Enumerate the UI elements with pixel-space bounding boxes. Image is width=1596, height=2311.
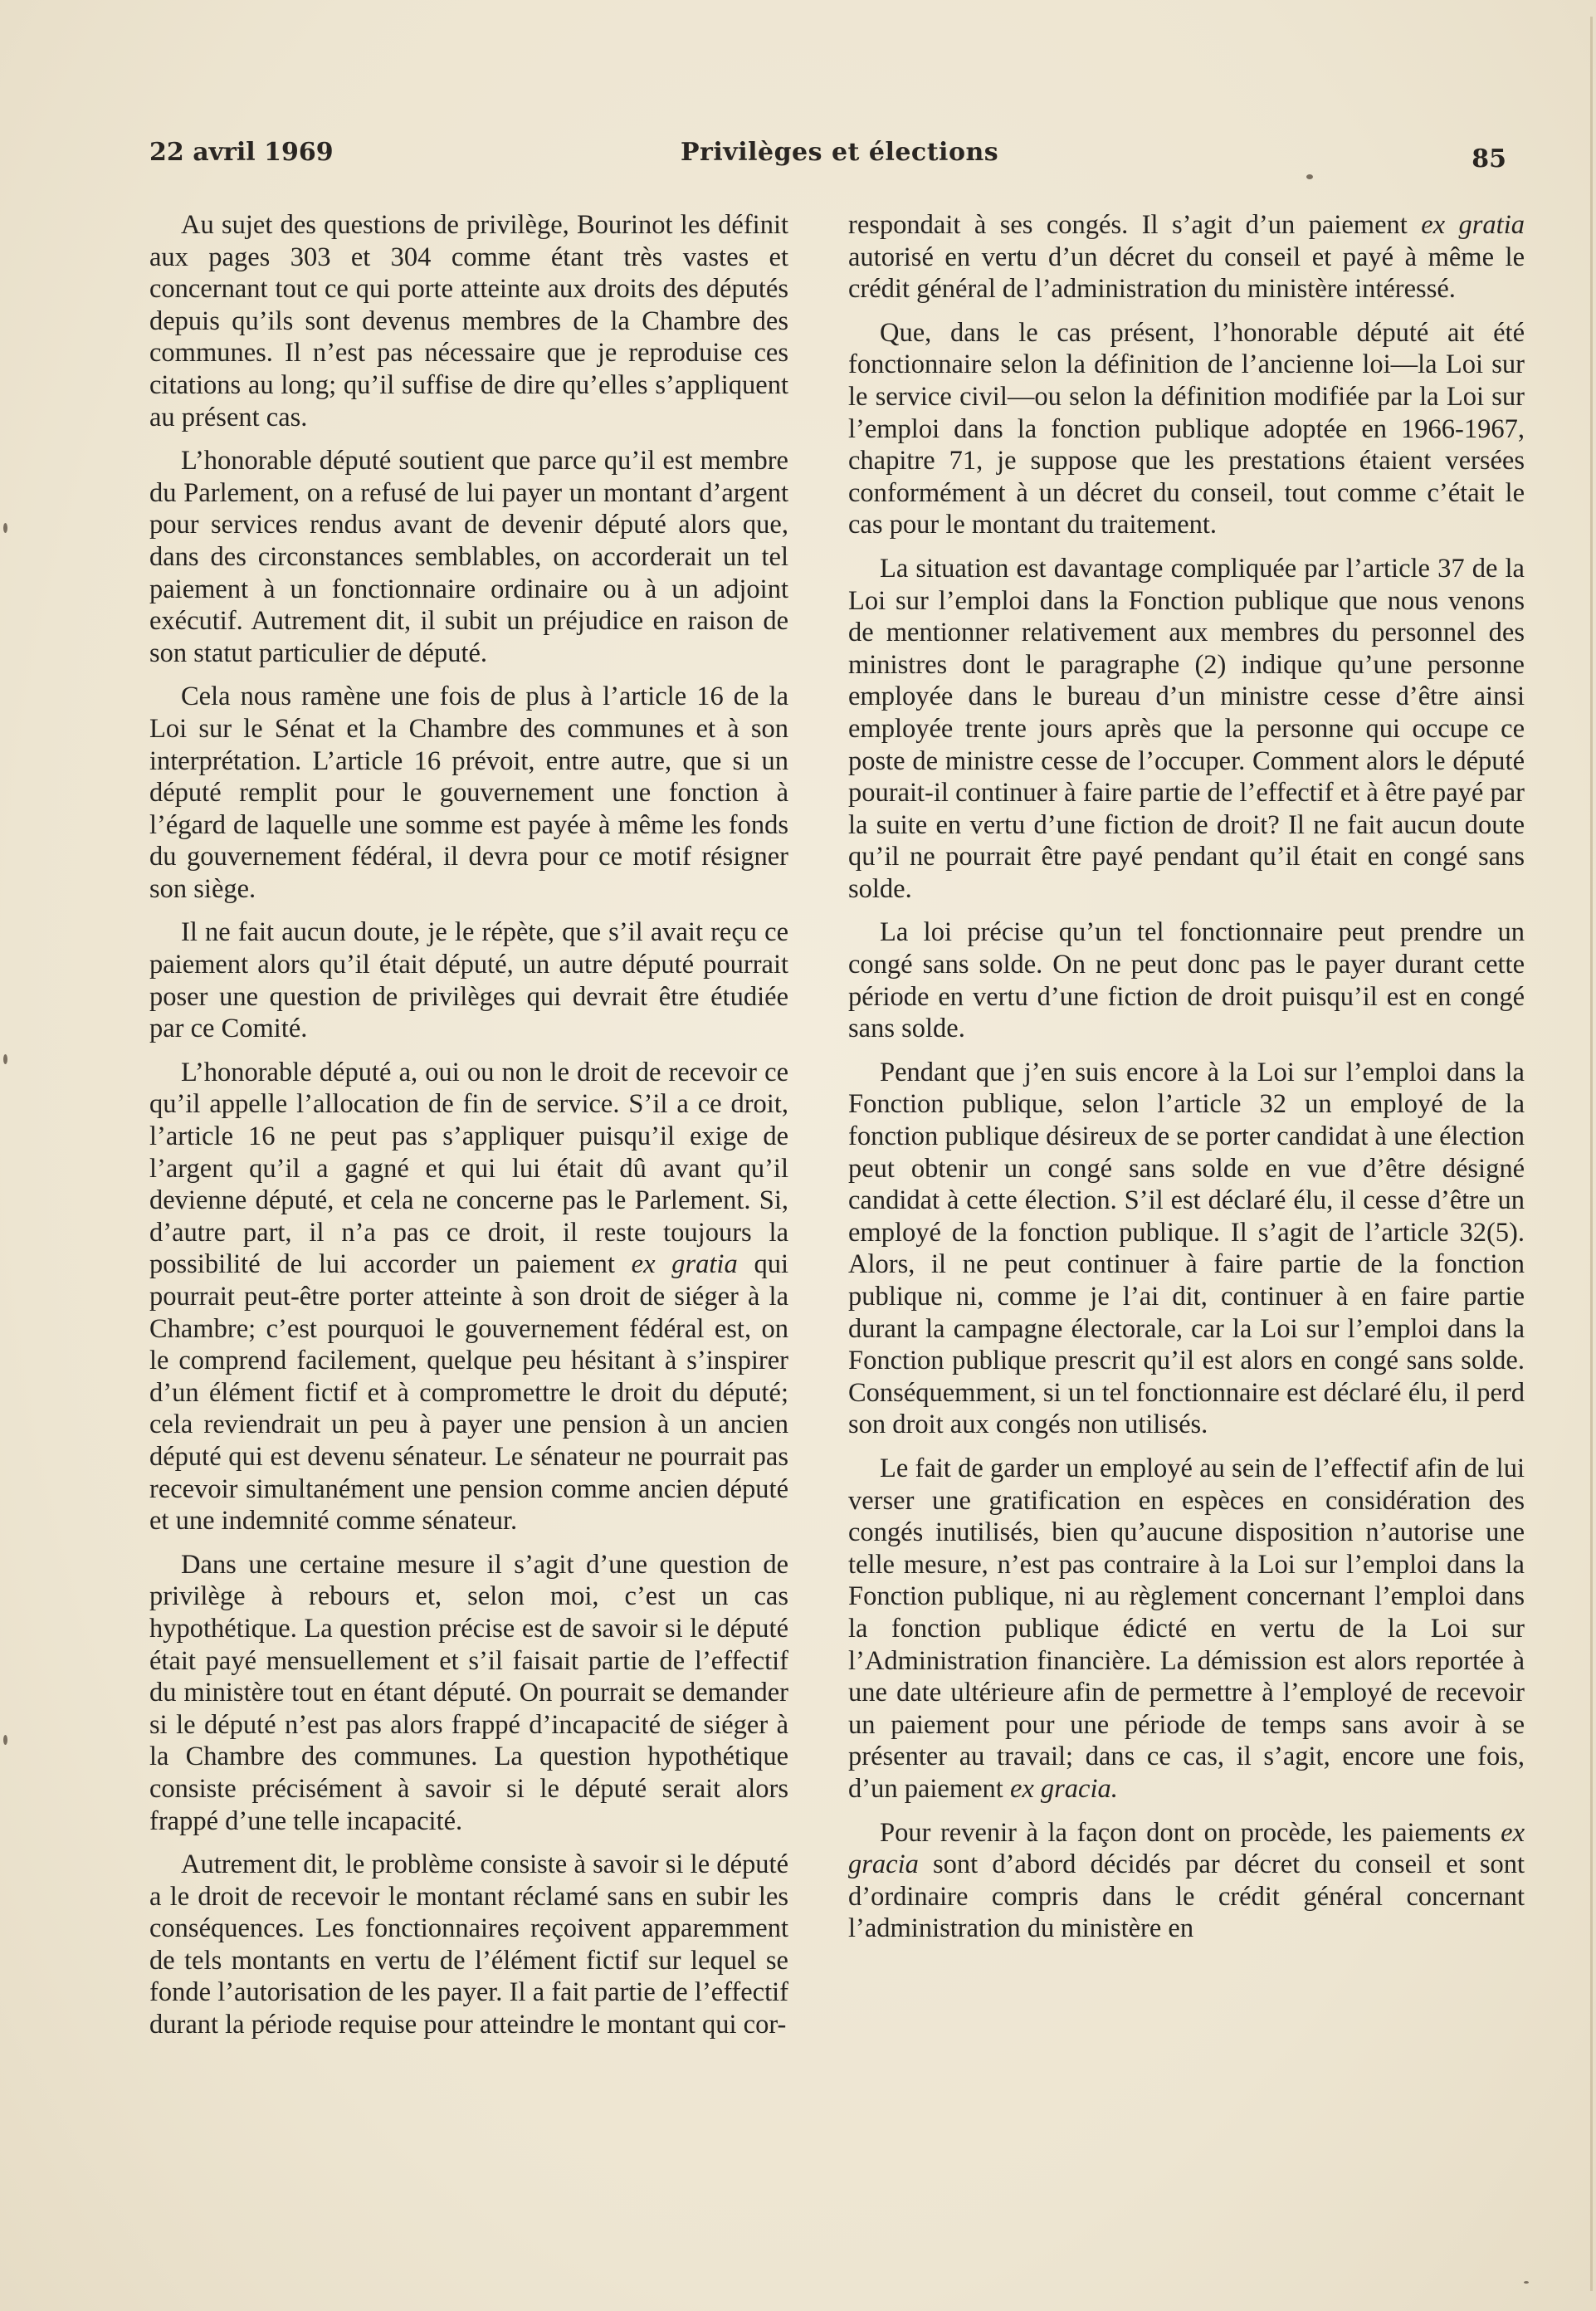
scan-speck: [1524, 2281, 1529, 2284]
running-header: [149, 133, 1506, 183]
header-date: 22 avril 1969: [149, 138, 334, 167]
paragraph: Au sujet des questions de privilège, Bourinot les définit aux pages 303 et 304 comme étant très vastes et concernant tout ce qui porte atteinte aux droits des députés depuis qu’ils sont devenus membres de la Chambre des communes. Il n’est pas nécessaire que je reproduise ces citations au long; qu’il suffise de dire qu’elles s’appliquent au présent cas.: [149, 210, 788, 432]
paragraph: Pendant que j’en suis encore à la Loi sur l’emploi dans la Fonction publique, selon l’article 32 un employé de la fonction publique désireux de se porter candidat à une élection peut obtenir un congé sans solde en vue d’être désigné candidat à cette élection. S’il est déclaré élu, il cesse d’être un employé de la fonction publique. Il s’agit de l’article 32(5). Alors, il ne peut continuer à faire partie de la fonction publique ni, comme je l’ai dit, continuer à en faire partie durant la campagne électorale, car la Loi sur l’emploi dans la Fonction publique prescrit qu’il est alors en congé sans solde. Conséquemment, si un tel fonctionnaire est déclaré élu, il perd son droit aux congés non utilisés.: [848, 1057, 1525, 1440]
italic-term: ex gratia: [1421, 210, 1525, 240]
text-run: L’honorable député a, oui ou non le droit de recevoir ce qu’il appelle l’allocation de fin de service. S’il a ce droit, l’article 16 ne peut pas s’appliquer puisqu’il exige de l’argent qu’il a gagné et qui lui était dû avant qu’il devienne député, et cela ne concerne pas le Parlement. Si, d’autre part, il n’a pas ce droit, il reste toujours la possibilité de lui accorder un paiement: [149, 1057, 788, 1280]
text-run: autorisé en vertu d’un décret du conseil et payé à même le crédit général de l’administration du ministère intéressé.: [848, 242, 1525, 305]
paragraph: La situation est davantage compliquée par l’article 37 de la Loi sur l’emploi dans la Fonction publique que nous venons de mentionner relativement aux membres du personnel des ministres dont le paragraphe (2) indique qu’une personne employée dans le bureau d’un ministre cesse d’être ainsi employée trente jours après que la personne qui occupe ce poste de ministre cesse de l’occuper. Comment alors le député pourait-il continuer à faire partie de l’effectif et à être payé par la suite en vertu d’une fiction de droit? Il ne fait aucun doute qu’il ne pourrait être payé pendant qu’il était en congé sans solde.: [848, 553, 1525, 904]
scan-speck: [1306, 174, 1313, 179]
italic-term: ex gracia: [848, 1817, 1525, 1880]
paragraph: Il ne fait aucun doute, je le répète, que s’il avait reçu ce paiement alors qu’il était député, un autre député pourrait poser une question de privilèges qui devrait être étudiée par ce Comité.: [149, 917, 788, 1044]
italic-term: ex gratia: [631, 1249, 738, 1280]
paragraph: [848, 1817, 1525, 1945]
text-run: Pour revenir à la façon dont on procède, les paiements: [880, 1817, 1501, 1848]
left-column: [149, 209, 788, 2041]
paragraph: L’honorable député soutient que parce qu’il est membre du Parlement, on a refusé de lui payer un montant d’argent pour services rendus avant de devenir député alors que, dans des circonstances semblables, on accorderait un tel paiement à un fonctionnaire ordinaire ou à un adjoint exécutif. Autrement dit, il subit un préjudice en raison de son statut particulier de député.: [149, 446, 788, 668]
text-run: qui pourrait peut-être porter atteinte à son droit de siéger à la Chambre; c’est pourquoi le gouvernement fédéral est, on le comprend facilement, quelque peu hésitant à s’inspirer d’un élément fictif et à compromettre le droit du député; cela reviendrait un peu à payer une pension à un ancien député qui est devenu sénateur. Le sénateur ne pourrait pas recevoir simultanément une pension comme ancien député et une indemnité comme sénateur.: [149, 1249, 789, 1537]
paragraph-continuation: [848, 209, 1525, 305]
page-edge: [1590, 17, 1593, 2291]
scan-speck: [3, 1054, 7, 1064]
paragraph: Autrement dit, le problème consiste à savoir si le député a le droit de recevoir le montant réclamé sans en subir les conséquences. Les fonctionnaires reçoivent apparemment de tels montants en vertu de l’élément fictif sur lequel se fonde l’autorisation de les payer. Il a fait partie de l’effectif durant la période requise pour atteindre le montant qui cor-: [149, 1849, 788, 2040]
page-number: 85: [1472, 144, 1506, 173]
paragraph: [848, 1453, 1525, 1805]
right-column: [848, 209, 1525, 1945]
header-title: Privilèges et élections: [681, 138, 999, 167]
scan-speck: [3, 1735, 7, 1745]
scan-speck: [3, 523, 7, 533]
text-run: respondait à ses congés. Il s’agit d’un paiement: [848, 210, 1422, 240]
paragraph: Que, dans le cas présent, l’honorable député ait été fonctionnaire selon la définition de l’ancienne loi—la Loi sur le service civil—ou selon la définition modifiée par la Loi sur l’emploi dans la fonction publique adoptée en 1966-1967, chapitre 71, je suppose que les prestations étaient versées conformément à un décret du conseil, tout comme c’était le cas pour le montant du traitement.: [848, 317, 1525, 540]
text-run: Le fait de garder un employé au sein de l’effectif afin de lui verser une gratification en espèces en considération des congés inutilisés, bien qu’aucune disposition n’autorise une telle mesure, n’est pas contraire à la Loi sur l’emploi dans la Fonction publique, ni au règlement concernant l’emploi dans la fonction publique édicté en vertu de la Loi sur l’Administration financière. La démission est alors reportée à une date ultérieure afin de permettre à l’employé de recevoir un paiement pour une période de temps sans avoir à se présenter au travail; dans ce cas, il s’agit, encore une fois, d’un paiement: [848, 1453, 1525, 1804]
paragraph: Cela nous ramène une fois de plus à l’article 16 de la Loi sur le Sénat et la Chambre des communes et à son interprétation. L’article 16 prévoit, entre autre, que si un député remplit pour le gouvernement une fonction à l’égard de laquelle une somme est payée à même les fonds du gouvernement fédéral, il devra pour ce motif résigner son siège.: [149, 682, 788, 904]
paragraph: [149, 1057, 788, 1537]
text-run: sont d’abord décidés par décret du conseil et sont d’ordinaire compris dans le crédit général concernant l’administration du ministère en: [848, 1849, 1525, 1944]
paragraph: La loi précise qu’un tel fonctionnaire peut prendre un congé sans solde. On ne peut donc pas le payer durant cette période en vertu d’une fiction de droit puisqu’il est en congé sans solde.: [848, 917, 1525, 1044]
paragraph: Dans une certaine mesure il s’agit d’une question de privilège à rebours et, selon moi, c’est un cas hypothétique. La question précise est de savoir si le député était payé mensuellement et s’il faisait partie de l’effectif du ministère tout en étant député. On pourrait se demander si le député n’est pas alors frappé d’incapacité de siéger à la Chambre des communes. La question hypothétique consiste précisément à savoir si le député serait alors frappé d’une telle incapacité.: [149, 1549, 788, 1836]
italic-term: ex gracia.: [1009, 1773, 1118, 1804]
